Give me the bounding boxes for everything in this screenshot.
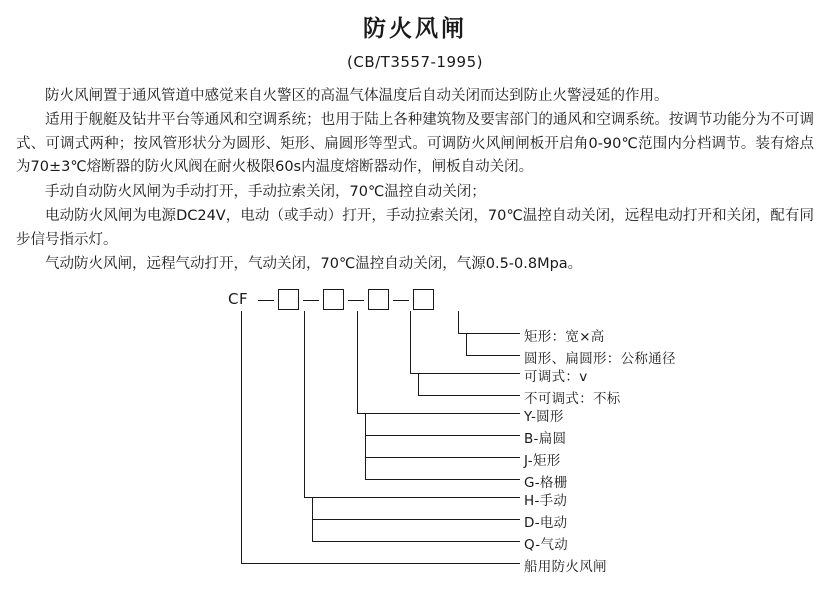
leader-vline-box3 (410, 311, 411, 373)
standard-code: (CB/T3557-1995) (347, 53, 483, 71)
annotation-adjustable: 可调式：v (524, 368, 588, 385)
leader-hline-drive-pneumatic (312, 541, 520, 542)
annotation-shape-round: Y-圆形 (524, 408, 564, 425)
paragraph-3: 手动自动防火风闸为手动打开，手动拉索关闭，70℃温控自动关闭； (45, 183, 486, 200)
code-box-3 (368, 289, 389, 310)
leader-hline-round-flat-size (466, 355, 520, 356)
leader-hline-drive-manual (304, 497, 520, 498)
leader-hline-shape-grille (365, 479, 520, 480)
leader-vline-shape-group (365, 413, 366, 479)
leader-vline-nonadjustable-drop (418, 373, 419, 395)
annotation-shape-rect: J-矩形 (524, 452, 561, 469)
model-code-row (228, 289, 434, 310)
annotation-product-name: 船用防火风闸 (524, 558, 607, 575)
paragraph-5: 气动防火风闸，远程气动打开，气动关闭，70℃温控自动关闭，气源0.5-0.8Mpa。 (45, 256, 583, 273)
page-title: 防火风闸 (363, 16, 467, 42)
leader-hline-shape-round (357, 413, 520, 414)
code-dash-1 (258, 300, 274, 301)
model-designation-diagram (0, 289, 830, 575)
leader-vline-rect-size-drop (466, 333, 467, 355)
annotation-rect-size: 矩形：宽×高 (524, 328, 605, 345)
code-box-2 (323, 289, 344, 310)
code-dash-4 (393, 300, 409, 301)
code-dash-2 (303, 300, 319, 301)
leader-vline-box1 (304, 311, 305, 497)
leader-hline-product-name (241, 563, 520, 564)
leader-hline-rect-size (458, 333, 520, 334)
paragraph-1: 防火风闸置于通风管道中感觉来自火警区的高温气体温度后自动关闭而达到防止火警浸延的作用。 (45, 88, 669, 104)
annotation-non-adjustable: 不可调式：不标 (524, 390, 621, 407)
annotation-round-flat-size: 圆形、扁圆形：公称通径 (524, 350, 676, 367)
document-body (16, 85, 814, 277)
paragraph-4: 电动防火风闸为电源DC24V，电动（或手动）打开，手动拉索关闭，70℃温控自动关闭，远程电动打开和关闭，配有同步信号指示灯。 (16, 208, 814, 248)
leader-hline-drive-electric (312, 519, 520, 520)
code-dash-3 (348, 300, 364, 301)
leader-vline-box2 (357, 311, 358, 413)
code-box-4 (413, 289, 434, 310)
leader-vline-prefix (241, 311, 242, 563)
annotation-shape-flat-round: B-扁圆 (524, 430, 567, 447)
code-prefix-label: CF (228, 290, 249, 309)
document-page (0, 10, 830, 597)
leader-hline-shape-flat-round (365, 435, 520, 436)
leader-hline-adjustable (410, 373, 520, 374)
annotation-shape-grille: G-格栅 (524, 474, 568, 491)
annotation-drive-electric: D-电动 (524, 514, 568, 531)
leader-hline-shape-rect (365, 457, 520, 458)
leader-vline-box4 (458, 311, 459, 333)
annotation-drive-pneumatic: Q-气动 (524, 536, 569, 553)
paragraph-2: 适用于舰艇及钻井平台等通风和空调系统；也用于陆上各种建筑物及要害部门的通风和空调系统。按调节功能分为不可调式、可调式两种；按风管形状分为圆形、矩形、扁圆形等型式。可调防火风闸闸板开启角0-90℃范围内分档调节。装有熔点为70±3℃熔断器的防火风阀在耐火极限60s内温度熔断器动作，闸板自动关闭。 (16, 112, 814, 176)
leader-hline-nonadjustable (418, 395, 520, 396)
code-box-1 (278, 289, 299, 310)
annotation-drive-manual: H-手动 (524, 492, 568, 509)
